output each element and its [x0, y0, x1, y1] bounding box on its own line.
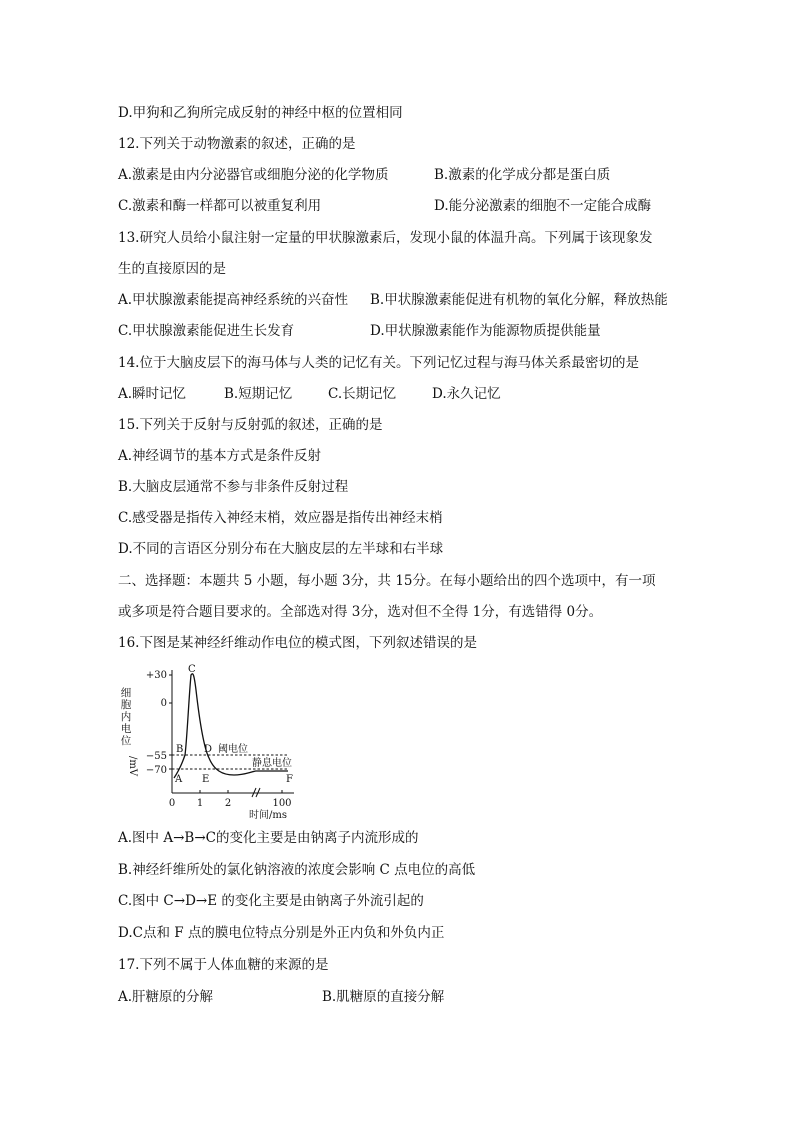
q13-option-d: D.甲状腺激素能作为能源物质提供能量	[370, 323, 601, 339]
q11-option-d: D.甲狗和乙狗所完成反射的神经中枢的位置相同	[118, 105, 403, 121]
section2-intro-line1: 二、选择题：本题共 5 小题，每小题 3分，共 15分。在每小题给出的四个选项中，有一项	[118, 573, 656, 589]
q12-option-a: A.激素是由内分泌器官或细胞分泌的化学物质	[118, 167, 389, 183]
q16-stem: 16.下图是某神经纤维动作电位的模式图，下列叙述错误的是	[118, 635, 477, 651]
q16-option-b: B.神经纤维所处的氯化钠溶液的浓度会影响 C 点电位的高低	[118, 862, 476, 878]
section2-intro-line2: 或多项是符合题目要求的。全部选对得 3分，选对但不全得 1分，有选错得 0分。	[118, 604, 603, 620]
q12-stem: 12.下列关于动物激素的叙述，正确的是	[118, 136, 356, 152]
y-axis-label	[121, 687, 132, 747]
resting-label: 静息电位	[252, 758, 292, 769]
q13-option-c: C.甲状腺激素能促进生长发育	[118, 323, 295, 339]
q14-stem: 14.位于大脑皮层下的海马体与人类的记忆有关。下列记忆过程与海马体关系最密切的是	[118, 355, 639, 371]
q15-option-b: B.大脑皮层通常不参与非条件反射过程	[118, 479, 349, 495]
q16-option-d: D.C点和 F 点的膜电位特点分别是外正内负和外负内正	[118, 925, 445, 941]
y-tick-0: 0	[160, 698, 167, 709]
y-axis-unit: /mV	[127, 756, 138, 777]
y-tick-minus55: −55	[145, 751, 167, 762]
point-label-b: B	[176, 744, 184, 755]
q12-option-d: D.能分泌激素的细胞不一定能合成酶	[434, 198, 652, 214]
q17-stem: 17.下列不属于人体血糖的来源的是	[118, 957, 329, 973]
q15-option-c: C.感受器是指传入神经末梢，效应器是指传出神经末梢	[118, 510, 443, 526]
point-label-f: F	[286, 774, 293, 785]
x-axis-label: 时间/ms	[249, 810, 287, 820]
q12-option-c: C.激素和酶一样都可以被重复利用	[118, 198, 322, 214]
action-potential-figure	[112, 660, 312, 820]
y-tick-minus70: −70	[145, 765, 167, 776]
q17-option-b: B.肌糖原的直接分解	[322, 989, 445, 1005]
q17-option-a: A.肝糖原的分解	[118, 989, 214, 1005]
q13-option-a: A.甲状腺激素能提高神经系统的兴奋性	[118, 292, 349, 308]
x-tick-2: 2	[224, 798, 232, 809]
q14-option-b: B.短期记忆	[224, 386, 293, 402]
q15-option-d: D.不同的言语区分别分布在大脑皮层的左半球和右半球	[118, 541, 444, 557]
q14-option-a: A.瞬时记忆	[118, 386, 187, 402]
y-tick-plus30: +30	[145, 670, 167, 681]
point-label-a: A	[175, 774, 183, 785]
x-tick-1: 1	[196, 798, 204, 809]
x-tick-100: 100	[272, 798, 292, 809]
q16-option-a: A.图中 A→B→C的变化主要是由钠离子内流形成的	[118, 830, 419, 846]
x-tick-0: 0	[168, 798, 176, 809]
q13-option-b: B.甲状腺激素能促进有机物的氧化分解，释放热能	[370, 292, 668, 308]
q14-option-c: C.长期记忆	[328, 386, 397, 402]
q12-option-b: B.激素的化学成分都是蛋白质	[434, 167, 611, 183]
point-label-e: E	[202, 774, 210, 785]
q15-stem: 15.下列关于反射与反射弧的叙述，正确的是	[118, 417, 383, 433]
q14-option-d: D.永久记忆	[432, 386, 501, 402]
q16-option-c: C.图中 C→D→E 的变化主要是由钠离子外流引起的	[118, 893, 424, 909]
point-label-c: C	[188, 664, 196, 675]
q15-option-a: A.神经调节的基本方式是条件反射	[118, 448, 322, 464]
point-label-d: D	[204, 744, 213, 755]
threshold-label: 阈电位	[218, 744, 248, 755]
q13-stem-line2: 生的直接原因的是	[118, 261, 226, 277]
y-axis-label-text: 细胞内电位	[120, 687, 132, 747]
q13-stem-line1: 13.研究人员给小鼠注射一定量的甲状腺激素后，发现小鼠的体温升高。下列属于该现象发	[118, 230, 653, 246]
